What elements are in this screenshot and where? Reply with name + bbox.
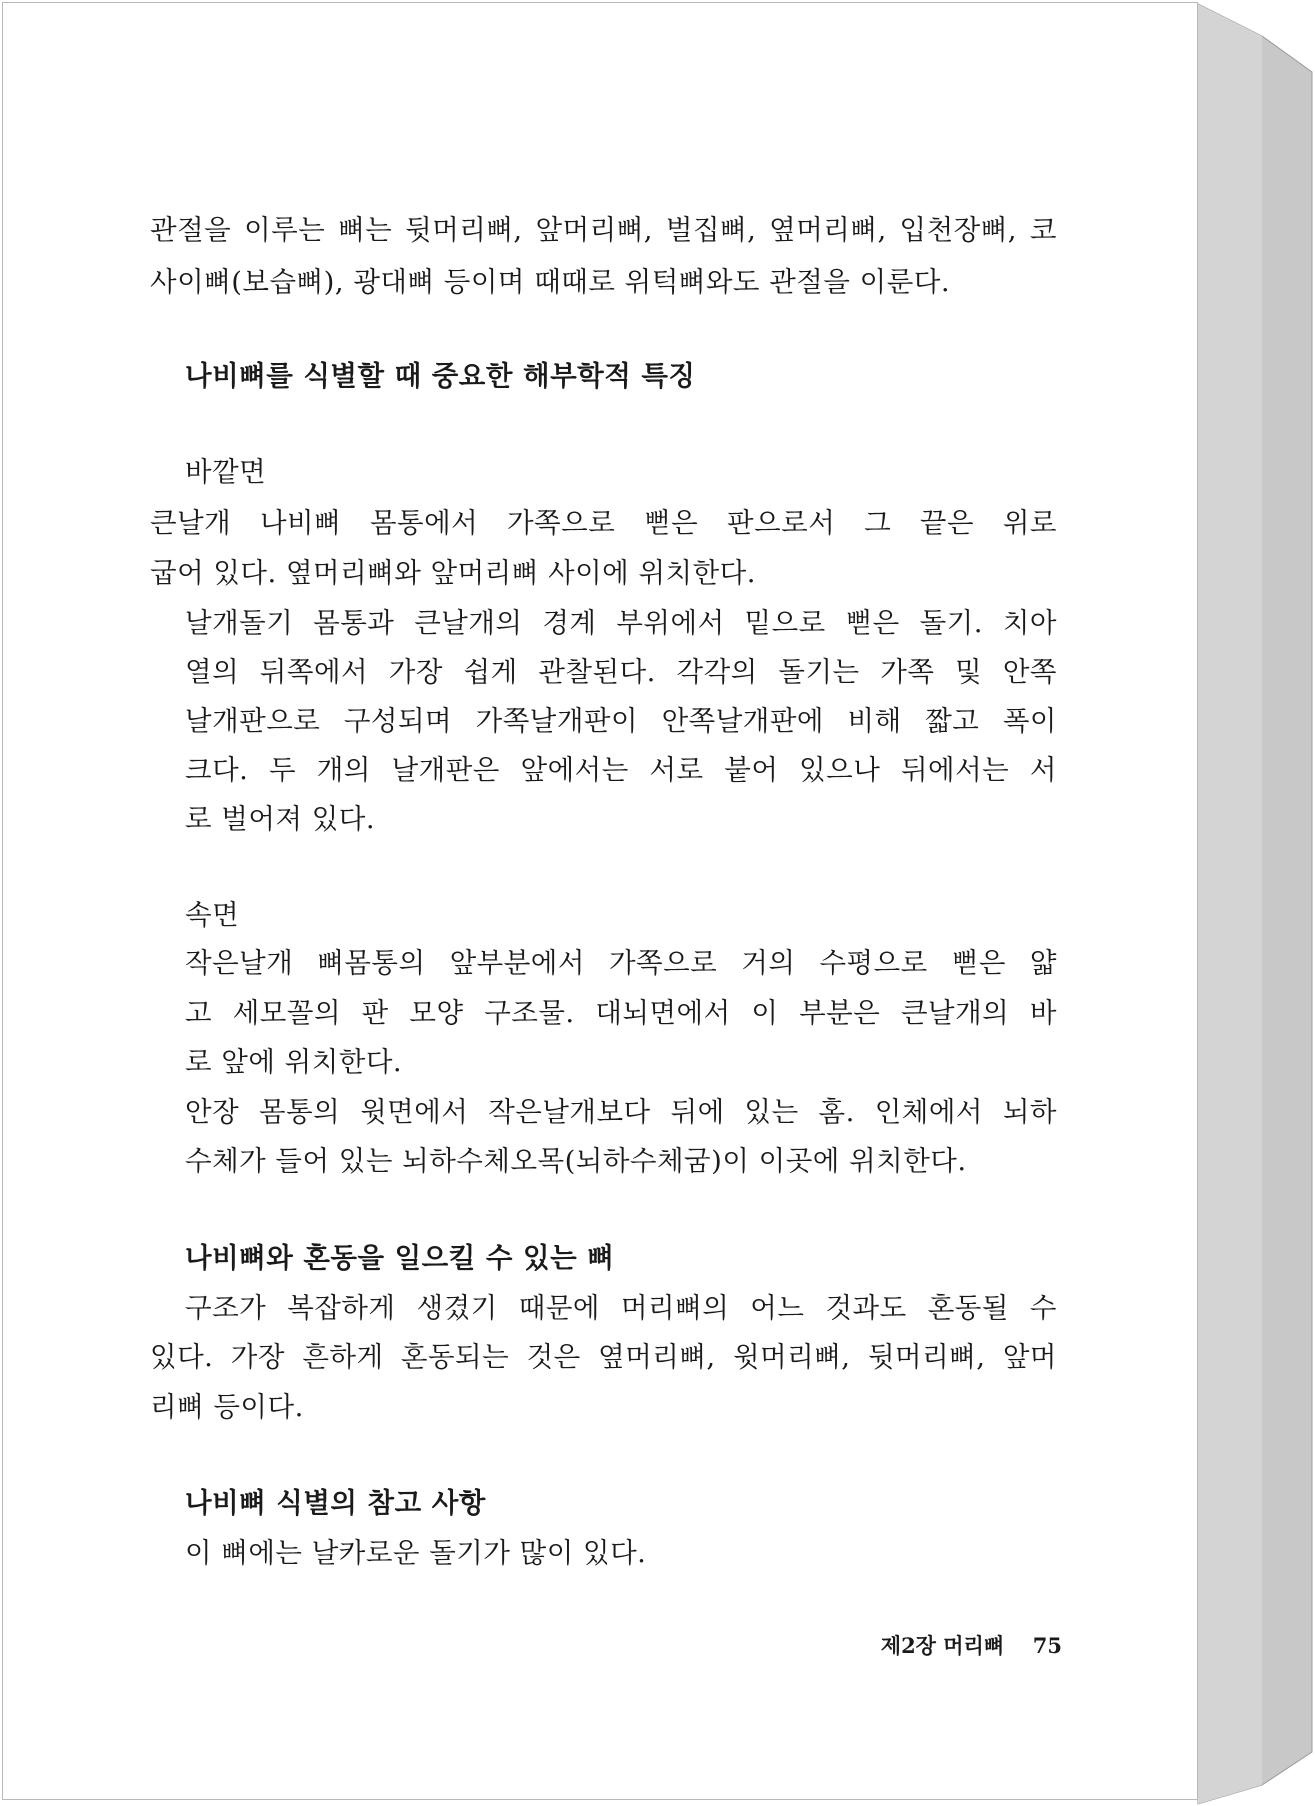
subheading-inner-surface: 속면 [185,899,240,931]
inner-entry1-line-3: 로 앞에 위치한다. [185,1046,403,1078]
intro-line-1: 관절을 이루는 뼈는 뒷머리뼈, 앞머리뼈, 벌집뼈, 옆머리뼈, 입천장뼈, 코 [150,214,1057,246]
inner-entry1-line-2: 고 세모꼴의 판 모양 구조물. 대뇌면에서 이 부분은 큰날개의 바 [185,997,1057,1029]
inner-entry1-line-1: 작은날개 뼈몸통의 앞부분에서 가쪽으로 거의 수평으로 뻗은 얇 [185,947,1057,979]
confusable-line-3: 리뼈 등이다. [150,1391,304,1423]
subheading-outer-surface: 바깥면 [185,456,267,488]
outer-entry2-line-1: 날개돌기 몸통과 큰날개의 경계 부위에서 밑으로 뻗은 돌기. 치아 [185,607,1057,639]
outer-entry2-line-2: 열의 뒤쪽에서 가장 쉽게 관찰된다. 각각의 돌기는 가쪽 및 안쪽 [185,656,1057,688]
reference-line-1: 이 뼈에는 날카로운 돌기가 많이 있다. [185,1537,647,1569]
section-heading-reference: 나비뼈 식별의 참고 사항 [185,1487,486,1519]
page-footer [870,1630,1062,1660]
outer-entry1-line-2: 굽어 있다. 옆머리뼈와 앞머리뼈 사이에 위치한다. [150,557,756,589]
book-side-highlight [1198,4,1262,1804]
intro-line-2: 사이뼈(보습뼈), 광대뼈 등이며 때때로 위턱뼈와도 관절을 이룬다. [150,266,951,298]
outer-entry2-line-4: 크다. 두 개의 날개판은 앞에서는 서로 붙어 있으나 뒤에서는 서 [185,754,1057,786]
footer-chapter: 제2장 머리뼈 [880,1633,1005,1658]
footer-page-number: 75 [1032,1633,1062,1658]
confusable-line-2: 있다. 가장 흔하게 혼동되는 것은 옆머리뼈, 윗머리뼈, 뒷머리뼈, 앞머 [150,1341,1057,1373]
inner-entry2-line-1: 안장 몸통의 윗면에서 작은날개보다 뒤에 있는 홈. 인체에서 뇌하 [185,1096,1057,1128]
inner-entry2-line-2: 수체가 들어 있는 뇌하수체오목(뇌하수체굼)이 이곳에 위치한다. [185,1145,967,1177]
outer-entry2-line-3: 날개판으로 구성되며 가쪽날개판이 안쪽날개판에 비해 짧고 폭이 [185,705,1057,737]
section-heading-confusable: 나비뼈와 혼동을 일으킬 수 있는 뼈 [185,1242,615,1274]
section-heading-features: 나비뼈를 식별할 때 중요한 해부학적 특징 [185,360,696,392]
outer-entry2-line-5: 로 벌어져 있다. [185,803,376,835]
outer-entry1-line-1: 큰날개 나비뼈 몸통에서 가쪽으로 뻗은 판으로서 그 끝은 위로 [150,507,1057,539]
confusable-line-1: 구조가 복잡하게 생겼기 때문에 머리뼈의 어느 것과도 혼동될 수 [185,1292,1057,1324]
